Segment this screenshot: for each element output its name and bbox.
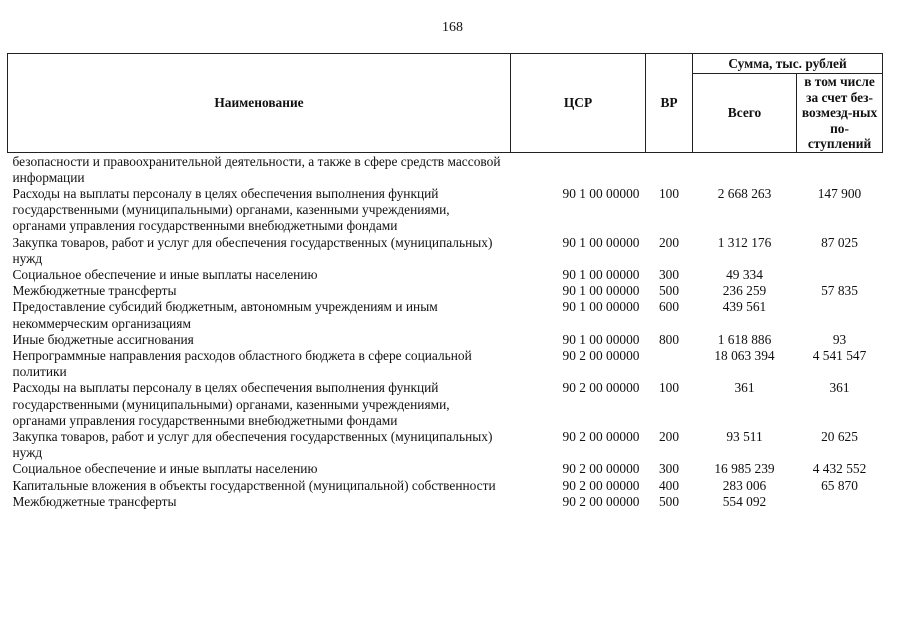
row-csr: 90 1 00 00000 (562, 185, 640, 201)
budget-table (7, 53, 883, 510)
row-name: Социальное обеспечение и иные выплаты населению (12, 461, 318, 477)
table-row (8, 267, 883, 283)
row-vr: 300 (658, 266, 680, 282)
table-row (8, 461, 883, 477)
row-csr: 90 2 00 00000 (562, 347, 640, 363)
row-free (797, 494, 883, 510)
row-free: 4 432 552 (812, 461, 867, 477)
row-total: 16 985 239 (714, 461, 775, 477)
row-vr: 800 (658, 331, 680, 347)
page-number: 168 (442, 20, 463, 35)
row-csr: 90 2 00 00000 (562, 477, 640, 493)
table-row (8, 348, 883, 380)
row-free (797, 267, 883, 283)
row-name: Предоставление субсидий бюджетным, автономным учреждениям и иным некоммерческим организациям (12, 299, 438, 331)
row-free: 20 625 (821, 428, 858, 444)
row-free (797, 152, 883, 186)
row-csr: 90 1 00 00000 (562, 331, 640, 347)
row-vr: 600 (658, 299, 680, 315)
row-free (797, 299, 883, 331)
row-total: 439 561 (722, 299, 767, 315)
row-free: 57 835 (821, 283, 858, 299)
row-vr: 100 (658, 185, 680, 201)
row-name: Межбюджетные трансферты (12, 493, 177, 509)
row-total: 554 092 (722, 493, 767, 509)
row-csr: 90 2 00 00000 (562, 428, 640, 444)
row-name: Социальное обеспечение и иные выплаты населению (12, 266, 318, 282)
row-vr (646, 152, 693, 186)
row-name: Межбюджетные трансферты (12, 283, 177, 299)
table-row (8, 478, 883, 494)
table-row (8, 494, 883, 510)
row-vr: 500 (658, 493, 680, 509)
header-incl-free: в том числе за счет без-возмезд-ных по-ступлений (797, 74, 883, 153)
row-total: 1 618 886 (717, 331, 772, 347)
row-name: Иные бюджетные ассигнования (12, 331, 194, 347)
row-name: безопасности и правоохранительной деятельности, а также в сфере средств массовой информации (12, 153, 501, 185)
row-name: Расходы на выплаты персоналу в целях обеспечения выполнения функций государственными (муниципальными) органами, казенными учреждениями, органами управления государственными внебюджетными фондами (12, 185, 450, 234)
row-vr: 100 (658, 380, 680, 396)
table-header (8, 54, 883, 153)
row-total: 1 312 176 (717, 234, 772, 250)
table-row (8, 186, 883, 235)
header-total: Всего (693, 74, 797, 153)
table-body (8, 152, 883, 510)
row-vr: 300 (658, 461, 680, 477)
row-total: 93 511 (726, 428, 763, 444)
row-csr (511, 152, 646, 186)
table-row (8, 283, 883, 299)
row-name: Непрограммные направления расходов областного бюджета в сфере социальной политики (12, 347, 472, 380)
row-csr: 90 1 00 00000 (562, 266, 640, 282)
row-vr: 400 (658, 477, 680, 493)
row-csr: 90 1 00 00000 (562, 234, 640, 250)
row-free: 65 870 (821, 477, 858, 493)
row-name: Закупка товаров, работ и услуг для обеспечения государственных (муниципальных) нужд (12, 428, 493, 461)
table-row (8, 299, 883, 331)
row-vr (646, 348, 693, 380)
row-total: 49 334 (726, 266, 763, 282)
row-vr: 200 (658, 428, 680, 444)
row-name: Капитальные вложения в объекты государственной (муниципальной) собственности (12, 477, 496, 493)
row-csr: 90 1 00 00000 (562, 283, 640, 299)
row-total: 2 668 263 (717, 185, 772, 201)
row-free: 361 (829, 380, 850, 396)
table-row (8, 429, 883, 461)
table-row (8, 235, 883, 267)
row-free: 147 900 (817, 185, 862, 201)
table-row (8, 380, 883, 429)
row-vr: 500 (658, 283, 680, 299)
header-sum-group: Сумма, тыс. рублей (693, 54, 883, 74)
row-free: 93 (832, 331, 847, 347)
row-total (693, 152, 797, 186)
header-vr: ВР (646, 54, 693, 153)
row-total: 236 259 (722, 283, 767, 299)
row-vr: 200 (658, 234, 680, 250)
row-name: Закупка товаров, работ и услуг для обеспечения государственных (муниципальных) нужд (12, 234, 493, 266)
header-name: Наименование (8, 54, 511, 153)
row-total: 283 006 (722, 477, 767, 493)
row-free: 87 025 (821, 234, 858, 250)
row-name: Расходы на выплаты персоналу в целях обеспечения выполнения функций государственными (муниципальными) органами, казенными учреждениями, органами управления государственными внебюджетными фондами (12, 380, 450, 428)
table-row (8, 332, 883, 348)
row-free: 4 541 547 (812, 347, 867, 363)
row-total: 361 (734, 380, 755, 396)
row-csr: 90 2 00 00000 (562, 461, 640, 477)
row-total: 18 063 394 (714, 347, 775, 363)
row-csr: 90 1 00 00000 (562, 299, 640, 315)
row-csr: 90 2 00 00000 (562, 380, 640, 396)
header-csr: ЦСР (511, 54, 646, 153)
row-csr: 90 2 00 00000 (562, 493, 640, 509)
table-row (8, 152, 883, 186)
